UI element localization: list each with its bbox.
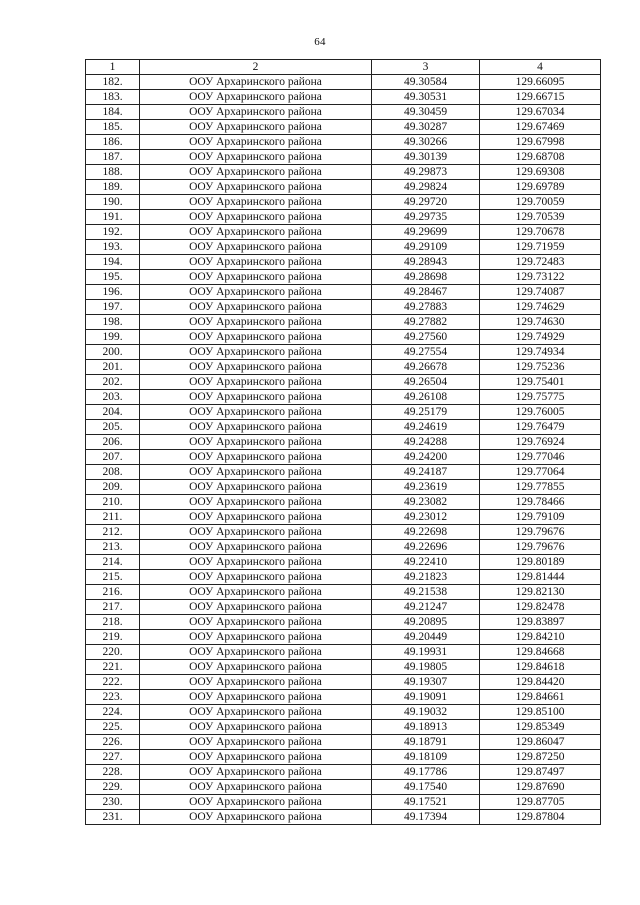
cell-row-number: 187. bbox=[86, 150, 140, 165]
cell-longitude: 129.66715 bbox=[480, 90, 601, 105]
cell-longitude: 129.72483 bbox=[480, 255, 601, 270]
cell-latitude: 49.22698 bbox=[372, 525, 480, 540]
table-row bbox=[86, 105, 601, 120]
column-header-2: 2 bbox=[140, 60, 372, 75]
cell-object-name: ООУ Архаринского района bbox=[140, 90, 372, 105]
cell-row-number: 192. bbox=[86, 225, 140, 240]
cell-longitude: 129.79109 bbox=[480, 510, 601, 525]
cell-object-name: ООУ Архаринского района bbox=[140, 570, 372, 585]
cell-latitude: 49.24619 bbox=[372, 420, 480, 435]
cell-object-name: ООУ Архаринского района bbox=[140, 435, 372, 450]
table-row bbox=[86, 195, 601, 210]
cell-longitude: 129.83897 bbox=[480, 615, 601, 630]
table-row bbox=[86, 225, 601, 240]
cell-object-name: ООУ Архаринского района bbox=[140, 360, 372, 375]
cell-latitude: 49.17540 bbox=[372, 780, 480, 795]
cell-latitude: 49.23012 bbox=[372, 510, 480, 525]
table-row bbox=[86, 645, 601, 660]
cell-row-number: 182. bbox=[86, 75, 140, 90]
cell-latitude: 49.19032 bbox=[372, 705, 480, 720]
cell-row-number: 190. bbox=[86, 195, 140, 210]
cell-longitude: 129.76479 bbox=[480, 420, 601, 435]
cell-longitude: 129.77855 bbox=[480, 480, 601, 495]
table-row bbox=[86, 330, 601, 345]
cell-longitude: 129.87705 bbox=[480, 795, 601, 810]
cell-object-name: ООУ Архаринского района bbox=[140, 225, 372, 240]
cell-row-number: 216. bbox=[86, 585, 140, 600]
cell-row-number: 217. bbox=[86, 600, 140, 615]
cell-longitude: 129.79676 bbox=[480, 540, 601, 555]
cell-longitude: 129.66095 bbox=[480, 75, 601, 90]
cell-object-name: ООУ Архаринского района bbox=[140, 735, 372, 750]
cell-row-number: 223. bbox=[86, 690, 140, 705]
table-row bbox=[86, 570, 601, 585]
cell-latitude: 49.19931 bbox=[372, 645, 480, 660]
cell-latitude: 49.28467 bbox=[372, 285, 480, 300]
cell-object-name: ООУ Архаринского района bbox=[140, 135, 372, 150]
table-row bbox=[86, 285, 601, 300]
table-row bbox=[86, 585, 601, 600]
cell-longitude: 129.81444 bbox=[480, 570, 601, 585]
cell-row-number: 220. bbox=[86, 645, 140, 660]
cell-row-number: 207. bbox=[86, 450, 140, 465]
cell-longitude: 129.79676 bbox=[480, 525, 601, 540]
cell-row-number: 205. bbox=[86, 420, 140, 435]
cell-longitude: 129.84618 bbox=[480, 660, 601, 675]
cell-object-name: ООУ Архаринского района bbox=[140, 315, 372, 330]
cell-object-name: ООУ Архаринского района bbox=[140, 765, 372, 780]
cell-row-number: 198. bbox=[86, 315, 140, 330]
cell-longitude: 129.84661 bbox=[480, 690, 601, 705]
cell-object-name: ООУ Архаринского района bbox=[140, 780, 372, 795]
cell-longitude: 129.74629 bbox=[480, 300, 601, 315]
cell-latitude: 49.19307 bbox=[372, 675, 480, 690]
table-row bbox=[86, 420, 601, 435]
cell-latitude: 49.24187 bbox=[372, 465, 480, 480]
cell-row-number: 188. bbox=[86, 165, 140, 180]
table-row bbox=[86, 510, 601, 525]
cell-latitude: 49.20449 bbox=[372, 630, 480, 645]
cell-longitude: 129.85349 bbox=[480, 720, 601, 735]
cell-latitude: 49.20895 bbox=[372, 615, 480, 630]
cell-longitude: 129.77064 bbox=[480, 465, 601, 480]
cell-object-name: ООУ Архаринского района bbox=[140, 180, 372, 195]
cell-latitude: 49.21247 bbox=[372, 600, 480, 615]
cell-row-number: 197. bbox=[86, 300, 140, 315]
cell-object-name: ООУ Архаринского района bbox=[140, 255, 372, 270]
table-row bbox=[86, 600, 601, 615]
cell-row-number: 230. bbox=[86, 795, 140, 810]
cell-latitude: 49.19091 bbox=[372, 690, 480, 705]
cell-latitude: 49.27882 bbox=[372, 315, 480, 330]
table-row bbox=[86, 405, 601, 420]
cell-object-name: ООУ Архаринского района bbox=[140, 675, 372, 690]
table-row bbox=[86, 480, 601, 495]
cell-object-name: ООУ Архаринского района bbox=[140, 795, 372, 810]
cell-longitude: 129.87690 bbox=[480, 780, 601, 795]
cell-object-name: ООУ Архаринского района bbox=[140, 150, 372, 165]
page-number: 64 bbox=[314, 36, 326, 48]
cell-longitude: 129.75775 bbox=[480, 390, 601, 405]
cell-longitude: 129.82130 bbox=[480, 585, 601, 600]
cell-longitude: 129.73122 bbox=[480, 270, 601, 285]
cell-object-name: ООУ Архаринского района bbox=[140, 75, 372, 90]
cell-latitude: 49.25179 bbox=[372, 405, 480, 420]
cell-object-name: ООУ Архаринского района bbox=[140, 555, 372, 570]
cell-longitude: 129.74087 bbox=[480, 285, 601, 300]
cell-object-name: ООУ Архаринского района bbox=[140, 105, 372, 120]
cell-row-number: 210. bbox=[86, 495, 140, 510]
cell-longitude: 129.82478 bbox=[480, 600, 601, 615]
cell-latitude: 49.18913 bbox=[372, 720, 480, 735]
cell-row-number: 218. bbox=[86, 615, 140, 630]
cell-latitude: 49.29824 bbox=[372, 180, 480, 195]
cell-latitude: 49.28943 bbox=[372, 255, 480, 270]
table-row bbox=[86, 660, 601, 675]
cell-row-number: 183. bbox=[86, 90, 140, 105]
table-row bbox=[86, 375, 601, 390]
cell-row-number: 191. bbox=[86, 210, 140, 225]
cell-object-name: ООУ Архаринского района bbox=[140, 615, 372, 630]
cell-latitude: 49.30139 bbox=[372, 150, 480, 165]
table-row bbox=[86, 360, 601, 375]
cell-object-name: ООУ Архаринского района bbox=[140, 285, 372, 300]
cell-row-number: 208. bbox=[86, 465, 140, 480]
table-row bbox=[86, 810, 601, 825]
column-header-1: 1 bbox=[86, 60, 140, 75]
cell-latitude: 49.18791 bbox=[372, 735, 480, 750]
cell-object-name: ООУ Архаринского района bbox=[140, 390, 372, 405]
cell-row-number: 195. bbox=[86, 270, 140, 285]
cell-object-name: ООУ Архаринского района bbox=[140, 270, 372, 285]
cell-object-name: ООУ Архаринского района bbox=[140, 660, 372, 675]
table-row bbox=[86, 300, 601, 315]
cell-latitude: 49.22410 bbox=[372, 555, 480, 570]
cell-row-number: 193. bbox=[86, 240, 140, 255]
cell-row-number: 226. bbox=[86, 735, 140, 750]
cell-row-number: 209. bbox=[86, 480, 140, 495]
cell-latitude: 49.17521 bbox=[372, 795, 480, 810]
table-row bbox=[86, 735, 601, 750]
table-body bbox=[86, 75, 601, 825]
cell-longitude: 129.78466 bbox=[480, 495, 601, 510]
cell-object-name: ООУ Архаринского района bbox=[140, 750, 372, 765]
cell-row-number: 185. bbox=[86, 120, 140, 135]
cell-latitude: 49.30287 bbox=[372, 120, 480, 135]
cell-longitude: 129.87250 bbox=[480, 750, 601, 765]
cell-row-number: 199. bbox=[86, 330, 140, 345]
cell-object-name: ООУ Архаринского района bbox=[140, 420, 372, 435]
cell-row-number: 196. bbox=[86, 285, 140, 300]
cell-longitude: 129.87804 bbox=[480, 810, 601, 825]
table-row bbox=[86, 795, 601, 810]
cell-row-number: 213. bbox=[86, 540, 140, 555]
cell-row-number: 225. bbox=[86, 720, 140, 735]
cell-row-number: 221. bbox=[86, 660, 140, 675]
cell-row-number: 214. bbox=[86, 555, 140, 570]
cell-object-name: ООУ Архаринского района bbox=[140, 645, 372, 660]
cell-object-name: ООУ Архаринского района bbox=[140, 480, 372, 495]
cell-object-name: ООУ Архаринского района bbox=[140, 345, 372, 360]
cell-row-number: 212. bbox=[86, 525, 140, 540]
table-row bbox=[86, 675, 601, 690]
table-row bbox=[86, 315, 601, 330]
cell-row-number: 211. bbox=[86, 510, 140, 525]
cell-object-name: ООУ Архаринского района bbox=[140, 525, 372, 540]
cell-row-number: 186. bbox=[86, 135, 140, 150]
cell-object-name: ООУ Архаринского района bbox=[140, 375, 372, 390]
table-row bbox=[86, 705, 601, 720]
cell-object-name: ООУ Архаринского района bbox=[140, 405, 372, 420]
cell-latitude: 49.28698 bbox=[372, 270, 480, 285]
cell-longitude: 129.80189 bbox=[480, 555, 601, 570]
cell-object-name: ООУ Архаринского района bbox=[140, 240, 372, 255]
cell-latitude: 49.30584 bbox=[372, 75, 480, 90]
cell-latitude: 49.29873 bbox=[372, 165, 480, 180]
table-row bbox=[86, 120, 601, 135]
cell-longitude: 129.70059 bbox=[480, 195, 601, 210]
cell-latitude: 49.23082 bbox=[372, 495, 480, 510]
table-row bbox=[86, 690, 601, 705]
cell-row-number: 194. bbox=[86, 255, 140, 270]
cell-row-number: 227. bbox=[86, 750, 140, 765]
cell-longitude: 129.76005 bbox=[480, 405, 601, 420]
table-row bbox=[86, 465, 601, 480]
cell-row-number: 204. bbox=[86, 405, 140, 420]
cell-object-name: ООУ Архаринского района bbox=[140, 720, 372, 735]
cell-latitude: 49.27560 bbox=[372, 330, 480, 345]
cell-latitude: 49.23619 bbox=[372, 480, 480, 495]
coordinates-table bbox=[85, 59, 601, 825]
table-row bbox=[86, 150, 601, 165]
cell-object-name: ООУ Архаринского района bbox=[140, 600, 372, 615]
cell-latitude: 49.30266 bbox=[372, 135, 480, 150]
cell-row-number: 206. bbox=[86, 435, 140, 450]
table-row bbox=[86, 765, 601, 780]
cell-row-number: 202. bbox=[86, 375, 140, 390]
table-row bbox=[86, 180, 601, 195]
table-row bbox=[86, 780, 601, 795]
table-row bbox=[86, 345, 601, 360]
cell-latitude: 49.17394 bbox=[372, 810, 480, 825]
cell-row-number: 229. bbox=[86, 780, 140, 795]
cell-row-number: 215. bbox=[86, 570, 140, 585]
table-row bbox=[86, 135, 601, 150]
cell-latitude: 49.26504 bbox=[372, 375, 480, 390]
cell-row-number: 224. bbox=[86, 705, 140, 720]
cell-latitude: 49.21538 bbox=[372, 585, 480, 600]
cell-row-number: 231. bbox=[86, 810, 140, 825]
cell-longitude: 129.84668 bbox=[480, 645, 601, 660]
cell-longitude: 129.85100 bbox=[480, 705, 601, 720]
cell-object-name: ООУ Архаринского района bbox=[140, 330, 372, 345]
cell-row-number: 200. bbox=[86, 345, 140, 360]
cell-row-number: 201. bbox=[86, 360, 140, 375]
cell-latitude: 49.26678 bbox=[372, 360, 480, 375]
cell-object-name: ООУ Архаринского района bbox=[140, 630, 372, 645]
cell-object-name: ООУ Архаринского района bbox=[140, 300, 372, 315]
cell-latitude: 49.22696 bbox=[372, 540, 480, 555]
table-row bbox=[86, 240, 601, 255]
cell-longitude: 129.86047 bbox=[480, 735, 601, 750]
cell-longitude: 129.75236 bbox=[480, 360, 601, 375]
cell-row-number: 219. bbox=[86, 630, 140, 645]
cell-object-name: ООУ Архаринского района bbox=[140, 465, 372, 480]
table-row bbox=[86, 165, 601, 180]
table-row bbox=[86, 435, 601, 450]
table-row bbox=[86, 615, 601, 630]
cell-latitude: 49.30459 bbox=[372, 105, 480, 120]
cell-latitude: 49.17786 bbox=[372, 765, 480, 780]
table-row bbox=[86, 90, 601, 105]
cell-object-name: ООУ Архаринского района bbox=[140, 510, 372, 525]
table-row bbox=[86, 495, 601, 510]
cell-longitude: 129.84210 bbox=[480, 630, 601, 645]
table-row bbox=[86, 525, 601, 540]
cell-latitude: 49.27554 bbox=[372, 345, 480, 360]
cell-longitude: 129.74630 bbox=[480, 315, 601, 330]
cell-latitude: 49.29699 bbox=[372, 225, 480, 240]
cell-longitude: 129.87497 bbox=[480, 765, 601, 780]
cell-longitude: 129.84420 bbox=[480, 675, 601, 690]
cell-latitude: 49.30531 bbox=[372, 90, 480, 105]
cell-longitude: 129.69789 bbox=[480, 180, 601, 195]
cell-longitude: 129.67998 bbox=[480, 135, 601, 150]
cell-object-name: ООУ Архаринского района bbox=[140, 120, 372, 135]
cell-longitude: 129.77046 bbox=[480, 450, 601, 465]
cell-row-number: 189. bbox=[86, 180, 140, 195]
cell-latitude: 49.26108 bbox=[372, 390, 480, 405]
cell-latitude: 49.24200 bbox=[372, 450, 480, 465]
cell-row-number: 228. bbox=[86, 765, 140, 780]
table-row bbox=[86, 255, 601, 270]
table-row bbox=[86, 630, 601, 645]
cell-object-name: ООУ Архаринского района bbox=[140, 210, 372, 225]
table-header-row bbox=[86, 60, 601, 75]
cell-object-name: ООУ Архаринского района bbox=[140, 540, 372, 555]
table-row bbox=[86, 210, 601, 225]
table-row bbox=[86, 540, 601, 555]
cell-longitude: 129.74929 bbox=[480, 330, 601, 345]
cell-longitude: 129.69308 bbox=[480, 165, 601, 180]
cell-longitude: 129.70539 bbox=[480, 210, 601, 225]
cell-row-number: 222. bbox=[86, 675, 140, 690]
cell-latitude: 49.29109 bbox=[372, 240, 480, 255]
cell-longitude: 129.75401 bbox=[480, 375, 601, 390]
table-row bbox=[86, 555, 601, 570]
cell-longitude: 129.74934 bbox=[480, 345, 601, 360]
cell-latitude: 49.19805 bbox=[372, 660, 480, 675]
column-header-4: 4 bbox=[480, 60, 601, 75]
cell-object-name: ООУ Архаринского района bbox=[140, 585, 372, 600]
cell-latitude: 49.24288 bbox=[372, 435, 480, 450]
cell-latitude: 49.21823 bbox=[372, 570, 480, 585]
cell-longitude: 129.76924 bbox=[480, 435, 601, 450]
table-row bbox=[86, 450, 601, 465]
table-row bbox=[86, 390, 601, 405]
cell-latitude: 49.29720 bbox=[372, 195, 480, 210]
cell-object-name: ООУ Архаринского района bbox=[140, 195, 372, 210]
cell-longitude: 129.70678 bbox=[480, 225, 601, 240]
cell-longitude: 129.67469 bbox=[480, 120, 601, 135]
cell-object-name: ООУ Архаринского района bbox=[140, 705, 372, 720]
table-row bbox=[86, 270, 601, 285]
cell-object-name: ООУ Архаринского района bbox=[140, 450, 372, 465]
cell-latitude: 49.18109 bbox=[372, 750, 480, 765]
table-row bbox=[86, 750, 601, 765]
cell-object-name: ООУ Архаринского района bbox=[140, 495, 372, 510]
cell-latitude: 49.27883 bbox=[372, 300, 480, 315]
table-row bbox=[86, 75, 601, 90]
cell-object-name: ООУ Архаринского района bbox=[140, 690, 372, 705]
cell-longitude: 129.68708 bbox=[480, 150, 601, 165]
cell-row-number: 184. bbox=[86, 105, 140, 120]
column-header-3: 3 bbox=[372, 60, 480, 75]
cell-longitude: 129.71959 bbox=[480, 240, 601, 255]
cell-object-name: ООУ Архаринского района bbox=[140, 810, 372, 825]
table-row bbox=[86, 720, 601, 735]
cell-longitude: 129.67034 bbox=[480, 105, 601, 120]
cell-object-name: ООУ Архаринского района bbox=[140, 165, 372, 180]
cell-latitude: 49.29735 bbox=[372, 210, 480, 225]
cell-row-number: 203. bbox=[86, 390, 140, 405]
